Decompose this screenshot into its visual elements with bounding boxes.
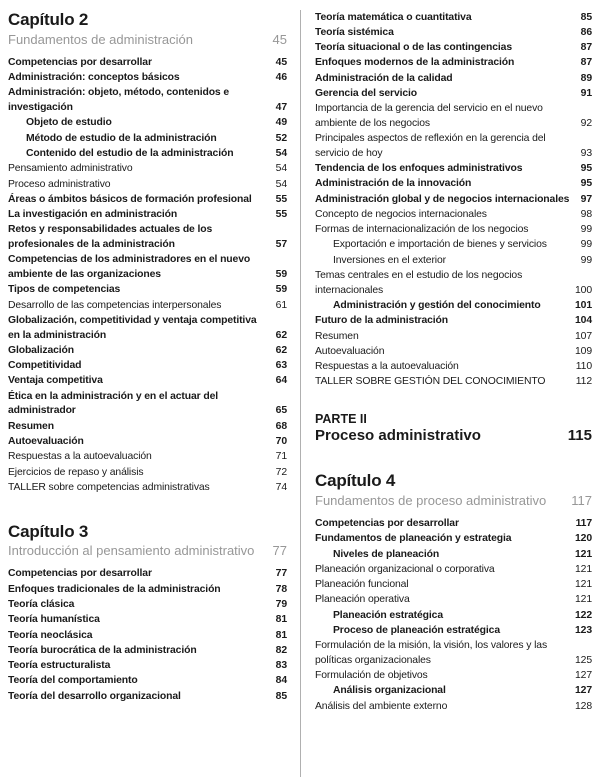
toc-entry-text: Planeación operativa bbox=[315, 594, 410, 606]
toc-entry-text: Ética en la administración y en el actuar del administrador bbox=[8, 390, 218, 417]
toc-entry bbox=[315, 360, 592, 375]
toc-entry-page: 95 bbox=[580, 178, 592, 190]
toc-entry-page: 109 bbox=[575, 345, 592, 357]
toc-entry-page: 64 bbox=[275, 375, 287, 387]
toc-entry-page: 93 bbox=[580, 147, 592, 159]
toc-entry-text: Ventaja competitiva bbox=[8, 375, 103, 387]
toc-entry-text: Fundamentos de planeación y estrategia bbox=[315, 533, 512, 545]
chapter-title: Capítulo 2 bbox=[8, 10, 89, 29]
chapter-block bbox=[8, 522, 287, 559]
toc-entry-text: Competencias por desarrollar bbox=[8, 568, 152, 580]
toc-entry-page: 46 bbox=[275, 72, 287, 84]
toc-entry bbox=[315, 26, 592, 41]
part-page-number: 115 bbox=[567, 427, 592, 445]
toc-entry-text: Objeto de estudio bbox=[26, 117, 112, 129]
toc-entry-page: 85 bbox=[275, 690, 287, 702]
toc-column-1 bbox=[8, 10, 300, 777]
toc-entry bbox=[315, 532, 592, 547]
toc-entry-page: 121 bbox=[575, 594, 592, 606]
toc-entry-text: Competencias de los administradores en el nuevo ambiente de las organizaciones bbox=[8, 254, 251, 281]
toc-entry-page: 68 bbox=[275, 420, 287, 432]
toc-entry-text: Competencias por desarrollar bbox=[8, 56, 152, 68]
toc-column-2 bbox=[300, 10, 592, 777]
toc-entry-page: 62 bbox=[275, 329, 287, 341]
toc-entry-page: 55 bbox=[275, 193, 287, 205]
toc-entry bbox=[315, 162, 592, 177]
toc-entry bbox=[8, 390, 287, 420]
chapter-page-number: 117 bbox=[571, 492, 592, 508]
toc-entry-text: La investigación en administración bbox=[8, 209, 178, 221]
toc-entry bbox=[315, 269, 592, 299]
toc-entry-text: Planeación funcional bbox=[315, 579, 409, 591]
toc-entry bbox=[315, 177, 592, 192]
toc-entry bbox=[8, 132, 287, 147]
toc-entry-text: TALLER sobre competencias administrativas bbox=[8, 481, 210, 493]
toc-entry-text: Teoría neoclásica bbox=[8, 629, 93, 641]
toc-entry bbox=[8, 466, 287, 481]
toc-entry-text: Análisis organizacional bbox=[333, 685, 446, 697]
toc-entry bbox=[8, 56, 287, 71]
toc-entry-text: Autoevaluación bbox=[315, 345, 385, 357]
toc-entry-page: 92 bbox=[580, 117, 592, 129]
toc-entry-page: 89 bbox=[580, 72, 592, 84]
part-block bbox=[315, 412, 592, 445]
toc-entry-text: Tendencia de los enfoques administrativos bbox=[315, 163, 523, 175]
toc-entry-page: 65 bbox=[275, 405, 287, 417]
chapter-subtitle: Introducción al pensamiento administrativo bbox=[8, 543, 255, 559]
toc-entry-page: 127 bbox=[575, 685, 592, 697]
toc-entry bbox=[8, 283, 287, 298]
toc-entry-page: 97 bbox=[580, 193, 592, 205]
toc-entry-text: TALLER SOBRE GESTIÓN DEL CONOCIMIENTO bbox=[315, 376, 546, 388]
toc-entry-page: 85 bbox=[580, 11, 592, 23]
toc-entry bbox=[8, 223, 287, 253]
chapter-block bbox=[8, 10, 287, 47]
toc-entry-text: Concepto de negocios internacionales bbox=[315, 208, 487, 220]
toc-entry-page: 100 bbox=[575, 284, 592, 296]
toc-entry-text: Resumen bbox=[8, 420, 54, 432]
toc-entry-text: Niveles de planeación bbox=[333, 548, 440, 560]
toc-entry bbox=[315, 56, 592, 71]
toc-entry-page: 82 bbox=[275, 644, 287, 656]
toc-entry-text: Desarrollo de las competencias interpersonales bbox=[8, 299, 222, 311]
toc-entry-text: Globalización bbox=[8, 344, 74, 356]
chapter-subtitle: Fundamentos de administración bbox=[8, 31, 193, 47]
toc-entry-text: Administración de la calidad bbox=[315, 72, 453, 84]
toc-entry bbox=[8, 314, 287, 344]
toc-entry bbox=[315, 669, 592, 684]
toc-entry-page: 52 bbox=[275, 132, 287, 144]
toc-entry bbox=[8, 147, 287, 162]
toc-entry-text: Importancia de la gerencia del servicio en el nuevo ambiente de los negocios bbox=[315, 103, 543, 129]
toc-entry bbox=[8, 435, 287, 450]
toc-entry bbox=[315, 563, 592, 578]
toc-entry-page: 61 bbox=[275, 299, 287, 311]
toc-entry-page: 99 bbox=[580, 239, 592, 251]
toc-entry-page: 55 bbox=[275, 209, 287, 221]
toc-entry bbox=[315, 299, 592, 314]
toc-entry-page: 79 bbox=[275, 598, 287, 610]
toc-entry-page: 54 bbox=[275, 147, 287, 159]
toc-entry-text: Formas de internacionalización de los negocios bbox=[315, 224, 529, 236]
toc-entry-page: 95 bbox=[580, 163, 592, 175]
toc-entry bbox=[8, 162, 287, 177]
toc-entry-list bbox=[8, 567, 287, 704]
toc-entry bbox=[8, 690, 287, 705]
toc-entry-text: Retos y responsabilidades actuales de los profesionales de la administración bbox=[8, 224, 213, 251]
part-title: Proceso administrativo bbox=[315, 427, 481, 445]
toc-entry-page: 81 bbox=[275, 629, 287, 641]
toc-entry bbox=[315, 41, 592, 56]
toc-entry-text: Enfoques modernos de la administración bbox=[315, 57, 515, 69]
toc-entry bbox=[8, 116, 287, 131]
toc-entry bbox=[8, 629, 287, 644]
chapter-subtitle: Fundamentos de proceso administrativo bbox=[315, 492, 547, 508]
toc-entry bbox=[315, 72, 592, 87]
toc-entry bbox=[315, 375, 592, 390]
toc-entry bbox=[8, 71, 287, 86]
chapter-subtitle-row bbox=[8, 543, 287, 558]
toc-entry-text: Temas centrales en el estudio de los negocios internacionales bbox=[315, 270, 523, 296]
toc-entry-text: Contenido del estudio de la administración bbox=[26, 147, 234, 159]
toc-entry bbox=[8, 613, 287, 628]
toc-entry-text: Teoría del desarrollo organizacional bbox=[8, 690, 181, 702]
toc-entry-page: 121 bbox=[575, 548, 592, 560]
toc-entry-page: 54 bbox=[275, 163, 287, 175]
toc-entry-page: 107 bbox=[575, 330, 592, 342]
toc-entry bbox=[8, 598, 287, 613]
toc-entry-page: 59 bbox=[275, 269, 287, 281]
toc-entry-text: Resumen bbox=[315, 330, 359, 342]
toc-entry-page: 120 bbox=[575, 533, 592, 545]
toc-entry-page: 70 bbox=[275, 436, 287, 448]
toc-entry bbox=[315, 132, 592, 162]
toc-entry-text: Proceso de planeación estratégica bbox=[333, 624, 500, 636]
chapter-page-number: 45 bbox=[272, 31, 287, 47]
toc-entry-page: 98 bbox=[580, 208, 592, 220]
toc-entry-page: 72 bbox=[275, 466, 287, 478]
toc-entry-page: 121 bbox=[575, 563, 592, 575]
toc-entry bbox=[8, 193, 287, 208]
toc-entry-text: Administración global y de negocios internacionales bbox=[315, 193, 570, 205]
toc-entry-page: 71 bbox=[275, 451, 287, 463]
toc-entry bbox=[315, 684, 592, 699]
toc-entry-text: Administración y gestión del conocimiento bbox=[333, 300, 541, 312]
toc-entry-page: 127 bbox=[575, 670, 592, 682]
toc-entry-list bbox=[8, 56, 287, 496]
toc-entry bbox=[8, 374, 287, 389]
toc-entry-page: 121 bbox=[575, 579, 592, 591]
toc-entry bbox=[8, 450, 287, 465]
toc-entry-text: Teoría sistémica bbox=[315, 26, 394, 38]
toc-entry bbox=[8, 299, 287, 314]
toc-entry bbox=[8, 420, 287, 435]
toc-entry-page: 112 bbox=[575, 376, 592, 388]
toc-entry-text: Planeación estratégica bbox=[333, 609, 443, 621]
toc-entry-text: Teoría situacional o de las contingencias bbox=[315, 42, 512, 54]
toc-entry-list bbox=[315, 11, 592, 391]
chapter-title: Capítulo 4 bbox=[315, 471, 396, 491]
toc-entry-text: Teoría del comportamiento bbox=[8, 675, 138, 687]
toc-entry-text: Teoría burocrática de la administración bbox=[8, 644, 197, 656]
toc-entry-text: Inversiones en el exterior bbox=[333, 254, 446, 266]
toc-entry-page: 49 bbox=[275, 117, 287, 129]
toc-entry bbox=[8, 178, 287, 193]
toc-entry-text: Ejercicios de repaso y análisis bbox=[8, 466, 144, 478]
toc-entry-text: Gerencia del servicio bbox=[315, 87, 418, 99]
toc-entry-page: 47 bbox=[275, 102, 287, 114]
toc-entry bbox=[8, 644, 287, 659]
toc-entry bbox=[8, 344, 287, 359]
toc-entry-text: Formulación de la misión, la visión, los valores y las políticas organizacionales bbox=[315, 640, 548, 666]
toc-entry-page: 87 bbox=[580, 57, 592, 69]
toc-entry bbox=[315, 330, 592, 345]
toc-entry bbox=[8, 359, 287, 374]
chapter-subtitle-row bbox=[315, 493, 592, 508]
chapter-title: Capítulo 3 bbox=[8, 521, 89, 541]
toc-entry-text: Pensamiento administrativo bbox=[8, 163, 133, 175]
toc-entry-text: Globalización, competitividad y ventaja competitiva en la administración bbox=[8, 314, 257, 341]
toc-entry bbox=[8, 208, 287, 223]
toc-entry bbox=[315, 548, 592, 563]
toc-entry-page: 63 bbox=[275, 360, 287, 372]
chapter-page-number: 77 bbox=[272, 543, 287, 559]
toc-entry-text: Competitividad bbox=[8, 360, 82, 372]
toc-entry bbox=[315, 87, 592, 102]
toc-entry-text: Teoría clásica bbox=[8, 598, 75, 610]
toc-entry-text: Principales aspectos de reflexión en la gerencia del servicio de hoy bbox=[315, 133, 546, 159]
toc-entry-page: 99 bbox=[580, 254, 592, 266]
toc-entry bbox=[315, 223, 592, 238]
toc-entry-page: 45 bbox=[275, 56, 287, 68]
toc-entry-page: 57 bbox=[275, 239, 287, 251]
toc-entry-text: Autoevaluación bbox=[8, 436, 84, 448]
toc-entry-text: Administración: objeto, método, contenidos e investigación bbox=[8, 87, 230, 114]
toc-entry bbox=[315, 254, 592, 269]
toc-entry-text: Teoría estructuralista bbox=[8, 660, 111, 672]
toc-entry-page: 104 bbox=[575, 315, 592, 327]
toc-entry-text: Enfoques tradicionales de la administración bbox=[8, 583, 221, 595]
toc-entry-text: Teoría humanística bbox=[8, 614, 100, 626]
toc-entry-page: 83 bbox=[275, 660, 287, 672]
toc-entry-text: Competencias por desarrollar bbox=[315, 518, 459, 530]
toc-entry-text: Análisis del ambiente externo bbox=[315, 700, 448, 712]
toc-entry-page: 87 bbox=[580, 42, 592, 54]
toc-entry-text: Administración de la innovación bbox=[315, 178, 472, 190]
toc-entry bbox=[315, 208, 592, 223]
toc-entry-page: 99 bbox=[580, 224, 592, 236]
toc-entry-text: Planeación organizacional o corporativa bbox=[315, 563, 495, 575]
toc-entry bbox=[315, 700, 592, 715]
toc-entry bbox=[8, 674, 287, 689]
toc-entry-page: 86 bbox=[580, 26, 592, 38]
toc-entry-text: Teoría matemática o cuantitativa bbox=[315, 11, 472, 23]
toc-entry bbox=[8, 86, 287, 116]
toc-entry-page: 110 bbox=[575, 361, 592, 373]
toc-entry bbox=[315, 578, 592, 593]
toc-entry-page: 84 bbox=[275, 675, 287, 687]
toc-entry-page: 81 bbox=[275, 614, 287, 626]
toc-entry-page: 125 bbox=[575, 654, 592, 666]
toc-entry-text: Exportación e importación de bienes y servicios bbox=[333, 239, 547, 251]
toc-entry bbox=[315, 609, 592, 624]
toc-entry bbox=[8, 481, 287, 496]
toc-entry bbox=[315, 593, 592, 608]
toc-entry bbox=[315, 193, 592, 208]
toc-entry bbox=[315, 314, 592, 329]
toc-entry-page: 91 bbox=[580, 87, 592, 99]
part-title-row bbox=[315, 427, 592, 445]
toc-entry-page: 123 bbox=[575, 624, 592, 636]
toc-entry-text: Áreas o ámbitos básicos de formación profesional bbox=[8, 193, 252, 205]
toc-entry-page: 117 bbox=[575, 518, 592, 530]
toc-entry-page: 74 bbox=[275, 481, 287, 493]
toc-entry-page: 77 bbox=[275, 568, 287, 580]
toc-entry bbox=[8, 583, 287, 598]
toc-entry-text: Administración: conceptos básicos bbox=[8, 72, 180, 84]
toc-entry-text: Respuestas a la autoevaluación bbox=[315, 361, 459, 373]
toc-entry bbox=[315, 517, 592, 532]
toc-entry bbox=[8, 253, 287, 283]
toc-entry-text: Proceso administrativo bbox=[8, 178, 111, 190]
toc-entry bbox=[8, 659, 287, 674]
toc-entry bbox=[8, 567, 287, 582]
chapter-subtitle-row bbox=[8, 32, 287, 47]
toc-entry bbox=[315, 238, 592, 253]
toc-entry-text: Tipos de competencias bbox=[8, 284, 121, 296]
toc-entry-text: Método de estudio de la administración bbox=[26, 132, 217, 144]
toc-entry-page: 78 bbox=[275, 583, 287, 595]
toc-entry-page: 54 bbox=[275, 178, 287, 190]
toc-entry bbox=[315, 345, 592, 360]
toc-entry-text: Respuestas a la autoevaluación bbox=[8, 451, 152, 463]
toc-entry bbox=[315, 624, 592, 639]
toc-entry-text: Futuro de la administración bbox=[315, 315, 449, 327]
toc-entry-page: 101 bbox=[575, 300, 592, 312]
chapter-block bbox=[315, 471, 592, 508]
toc-entry-page: 122 bbox=[575, 609, 592, 621]
toc-entry-page: 62 bbox=[275, 344, 287, 356]
toc-entry-text: Formulación de objetivos bbox=[315, 670, 428, 682]
toc-entry bbox=[315, 102, 592, 132]
toc-entry bbox=[315, 639, 592, 669]
toc-entry bbox=[315, 11, 592, 26]
toc-entry-list bbox=[315, 517, 592, 714]
toc-entry-page: 128 bbox=[575, 700, 592, 712]
part-label: PARTE II bbox=[315, 412, 367, 427]
toc-entry-page: 59 bbox=[275, 284, 287, 296]
